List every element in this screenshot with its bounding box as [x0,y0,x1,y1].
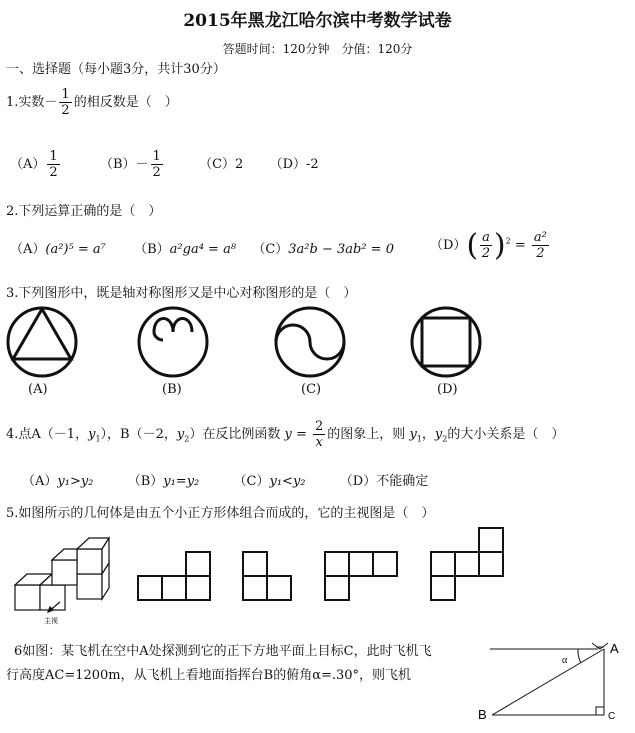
q2-option-a[interactable]: （A）(a²)⁵ = a⁷ [10,242,106,257]
q6-diagram [470,635,630,730]
label-a: A [610,641,619,656]
q1-option-d[interactable]: （D）-2 [269,157,319,172]
q5-option-a[interactable] [138,552,210,600]
question-2-options [10,238,394,257]
q3-figure-a[interactable] [8,308,76,376]
sight-line [492,649,604,715]
q4-option-c[interactable]: （C）y₁<y₂ [233,474,306,489]
question-6-line2: 行高度AC=1200m，从飞机上看地面指挥台B的俯角α=.30°，则飞机 [6,668,412,683]
angle-arc [578,649,581,663]
q5-solid [15,538,109,612]
q5-option-d[interactable] [431,528,503,600]
q2-option-b[interactable]: （B）a²ga⁴ = a⁸ [134,242,237,257]
label-alpha: α [562,655,568,666]
question-1-stem: 1.实数－ $\frac{1}{2}$ 的相反数是（ ） [6,87,178,118]
question-4-options [22,470,428,489]
q1-option-b[interactable]: （B）－ $\frac{1}{2}$ [99,149,161,180]
q4-option-a[interactable]: （A）y₁>y₂ [22,474,94,489]
question-1-options [10,150,319,179]
q5-arrow-label: 主视 [44,618,58,625]
q5-figures [0,530,635,630]
question-3-stem: 3.下列图形中，既是轴对称图形又是中心对称图形的是（ ） [6,286,357,301]
q4-option-b[interactable]: （B）y₁=y₂ [127,474,200,489]
q3-label-a: (A) [28,382,48,397]
right-angle-mark [596,707,604,715]
exam-info: 答题时间：120分钟 分值：120分 [222,42,413,56]
q2-option-c[interactable]: （C）3a²b − 3ab² = 0 [252,242,394,257]
q2-option-d[interactable]: （D）( $\frac{a}{2}$ )$^2$ = $\frac{\text{a²}}{2}$ [430,228,547,263]
q3-label-c: (C) [301,382,322,397]
q1-option-a[interactable]: （A） $\frac{1}{2}$ [10,149,58,180]
q5-option-b[interactable] [243,552,291,600]
q1-option-c[interactable]: （C）2 [199,157,244,172]
q5-option-c[interactable] [325,552,397,600]
airplane-icon [592,643,608,649]
section-heading: 一、选择题（每小题3分，共计30分） [6,62,226,77]
question-4-stem: 4.点A（－1，$y_1$），B（－2，$y_2$）在反比例函数 y = $\frac{2}{x}$ 的图象上，则 $y_1$，$y_2$的大小关系是（ ） [6,419,565,450]
question-2-stem: 2.下列运算正确的是（ ） [6,204,162,219]
q3-figure-b[interactable] [139,308,207,376]
label-c: C [608,711,616,722]
label-b: B [478,707,487,722]
q4-option-d[interactable]: （D）不能确定 [339,474,429,489]
q3-figure-d[interactable] [412,308,480,376]
q3-label-d: (D) [437,382,458,397]
q3-label-b: (B) [162,382,182,397]
question-5-stem: 5.如图所示的几何体是由五个小正方形体组合而成的，它的主视图是（ ） [6,506,435,521]
exam-title: 2015年黑龙江哈尔滨中考数学试卷 [183,11,452,31]
question-6-line1: 6如图：某飞机在空中A处探测到它的正下方地平面上目标C，此时飞机飞 [14,644,432,659]
q3-figure-c[interactable] [276,308,344,376]
